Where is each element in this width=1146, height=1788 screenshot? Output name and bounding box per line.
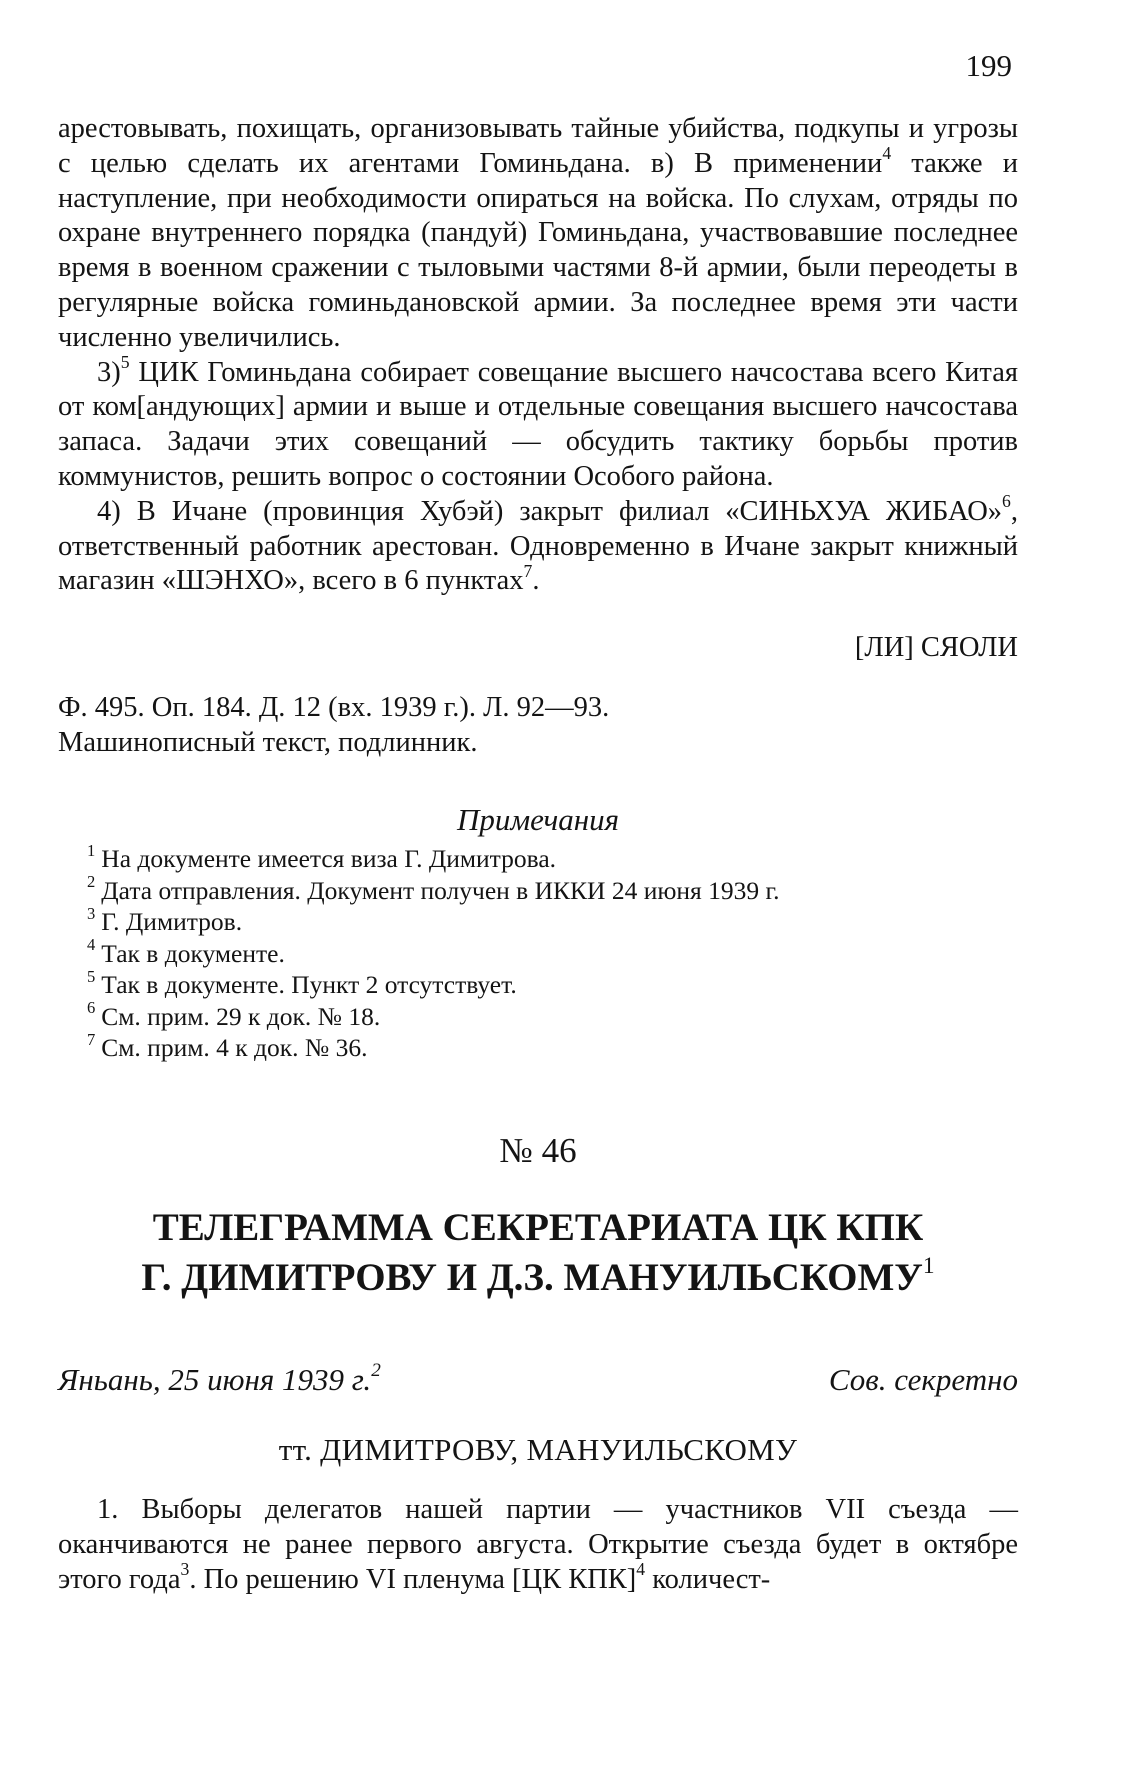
note-text: На документе имеется виза Г. Димитрова.	[101, 844, 557, 874]
footnote-ref-4: 4	[882, 143, 892, 164]
telegram-body-text-c: количест-	[645, 1563, 771, 1595]
footnote-ref-4b: 4	[636, 1559, 646, 1580]
place-date-text: Яньань, 25 июня 1939 г.	[58, 1361, 372, 1397]
footnote-ref-6: 6	[1002, 491, 1011, 512]
telegram-body-text-b: . По решению VI пленума [ЦК КПК]	[189, 1563, 637, 1595]
note-number: 3	[87, 903, 96, 923]
note-number: 4	[87, 935, 96, 955]
note-number: 2	[87, 872, 96, 892]
place-date	[58, 1360, 381, 1398]
footnote-ref-1: 1	[922, 1252, 935, 1279]
note-text: См. прим. 29 к док. № 18.	[101, 1001, 381, 1031]
notes-list	[58, 840, 1018, 1064]
dateline	[58, 1360, 1018, 1398]
page-number: 199	[965, 48, 1012, 83]
footnote-ref-2: 2	[371, 1360, 381, 1382]
paragraph-1	[58, 112, 1018, 356]
telegram-body-text-a: 1. Выборы делегатов нашей партии — участников VII съезда — оканчиваются не ранее первого августа. Открытие съезда будет в октябре этого года	[58, 1494, 1018, 1595]
archive-line-2: Машинописный текст, подлинник.	[58, 726, 478, 758]
classification: Сов. секретно	[828, 1361, 1018, 1397]
document-title-line-1: ТЕЛЕГРАММА СЕКРЕТАРИАТА ЦК КПК	[152, 1205, 924, 1249]
addressee: тт. ДИМИТРОВУ, МАНУИЛЬСКОМУ	[278, 1432, 798, 1468]
document-title-line-2-text: Г. ДИМИТРОВУ И Д.З. МАНУИЛЬСКОМУ	[141, 1255, 923, 1299]
paragraph-3-text-a: 4) В Ичане (провинция Хубэй) закрыт филиал «СИНЬХУА ЖИБАО»	[97, 495, 1003, 527]
note-text: См. прим. 4 к док. № 36.	[101, 1033, 368, 1063]
document-title	[58, 1203, 1018, 1303]
notes-heading: Примечания	[456, 801, 620, 837]
paragraph-3	[58, 491, 1018, 599]
paragraph-2-text-b: ЦИК Гоминьдана собирает совещание высшего начсостава всего Китая от ком[андующих] армии и выше и отдельные совещания высшего начсостава запаса. Задачи этих совещаний — обсудить тактику борьбы против коммунистов, решить вопрос о состоянии Особого района.	[58, 356, 1018, 492]
archive-reference	[58, 691, 1018, 761]
telegram-body	[58, 1493, 1018, 1597]
paragraph-1-text-b: также и наступление, при необходимости опираться на войска. По слухам, отряды по охране внутреннего порядка (пандуй) Гоминьдана, участвовавшие последнее время в военном сражении с тыловыми частями 8-й армии, были переодеты в регулярные войска гоминьдановской армии. За последнее время эти части численно увеличились.	[58, 147, 1018, 353]
note-text: Г. Димитров.	[101, 907, 243, 937]
note-text: Дата отправления. Документ получен в ИККИ 24 июня 1939 г.	[101, 875, 780, 905]
note-item	[87, 966, 1018, 1001]
page-content	[58, 112, 1018, 1598]
paragraph-1-text-a: арестовывать, похищать, организовывать тайные убийства, подкупы и угрозы с целью сделать их агентами Гоминьдана. в) В применении	[58, 113, 1018, 179]
document-title-line-2	[58, 1253, 1018, 1303]
note-item	[87, 998, 1018, 1033]
signature: [ЛИ] СЯОЛИ	[854, 632, 1018, 664]
archive-line-1: Ф. 495. Оп. 184. Д. 12 (вх. 1939 г.). Л. 92—93.	[58, 691, 610, 723]
paragraph-2	[58, 351, 1018, 495]
note-item	[87, 1029, 1018, 1064]
note-text: Так в документе.	[101, 938, 285, 968]
paragraph-3-text-c: .	[532, 565, 540, 597]
footnote-ref-3: 3	[180, 1559, 190, 1580]
note-number: 5	[87, 966, 96, 986]
footnote-ref-5: 5	[120, 351, 130, 372]
paragraph-2-text-a: 3)	[97, 356, 121, 388]
note-number: 6	[87, 998, 96, 1018]
note-item	[87, 840, 1018, 875]
note-text: Так в документе. Пункт 2 отсутствует.	[101, 970, 517, 1000]
footnote-ref-7: 7	[523, 560, 533, 581]
note-item	[87, 903, 1018, 938]
document-number: № 46	[499, 1130, 577, 1170]
note-number: 1	[87, 840, 96, 860]
note-item	[87, 935, 1018, 970]
note-number: 7	[87, 1029, 96, 1049]
note-item	[87, 872, 1018, 907]
paragraph-3-text-b: , ответственный работник арестован. Одновременно в Ичане закрыт книжный магазин «ШЭНХО», всего в 6 пунктах	[58, 495, 1018, 597]
